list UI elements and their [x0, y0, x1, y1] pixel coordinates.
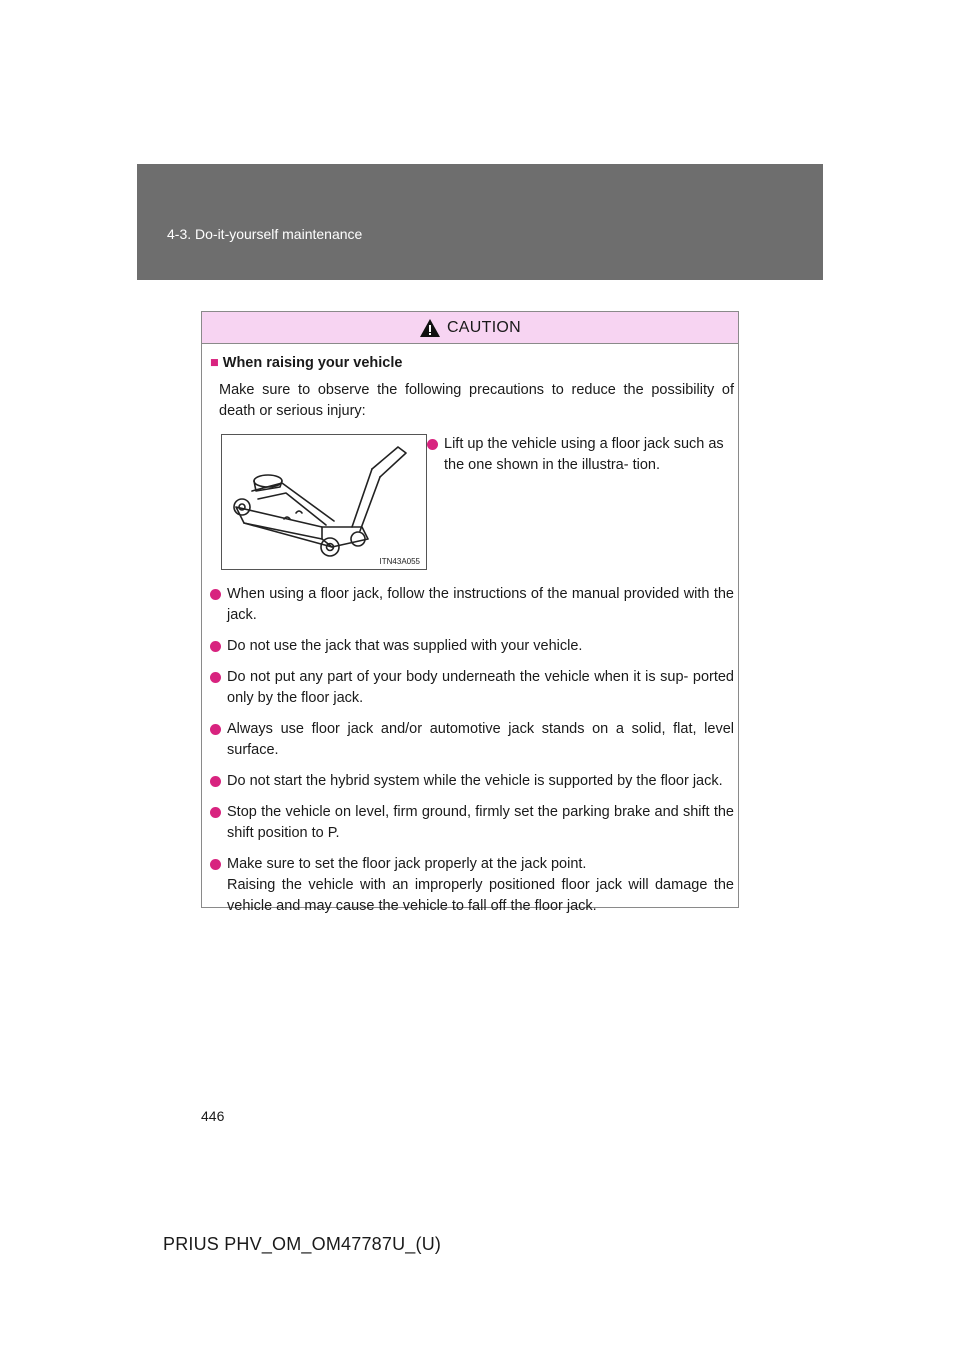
floor-jack-illustration — [221, 434, 427, 570]
header-band — [137, 164, 823, 280]
square-bullet-icon: ■ — [210, 355, 219, 371]
caution-section-title — [210, 355, 402, 371]
caution-header — [202, 312, 738, 344]
caution-title: CAUTION — [446, 318, 522, 336]
figure-code: ITN43A055 — [379, 557, 420, 566]
round-bullet-icon — [210, 807, 221, 818]
caution-bullet-list — [210, 584, 734, 927]
list-item-text: When using a floor jack, follow the instructions of the manual provided with the jack. — [227, 586, 734, 623]
list-item — [210, 854, 734, 917]
list-item-subtext: Raising the vehicle with an improperly positioned floor jack will damage the vehicle and may cause the vehicle to fall off the floor jack. — [227, 877, 734, 914]
list-item-text: Stop the vehicle on level, firm ground, firmly set the parking brake and shift the shift position to P. — [227, 804, 734, 841]
round-bullet-icon — [210, 589, 221, 600]
round-bullet-icon — [427, 439, 438, 450]
side-note — [444, 434, 732, 476]
list-item-text: Always use floor jack and/or automotive jack stands on a solid, flat, level surface. — [227, 721, 734, 758]
caution-section-title-text: When raising your vehicle — [222, 355, 403, 371]
list-item-text: Do not put any part of your body underneath the vehicle when it is sup- ported only by the floor jack. — [227, 669, 734, 706]
list-item — [210, 584, 734, 626]
round-bullet-icon — [210, 641, 221, 652]
caution-box — [201, 311, 739, 914]
document-id: PRIUS PHV_OM_OM47787U_(U) — [163, 1234, 442, 1254]
list-item — [210, 719, 734, 761]
round-bullet-icon — [210, 724, 221, 735]
list-item — [210, 802, 734, 844]
list-item — [210, 636, 734, 657]
section-heading: 4-3. Do-it-yourself maintenance — [167, 226, 363, 242]
list-item — [210, 771, 734, 792]
round-bullet-icon — [210, 859, 221, 870]
page-number: 446 — [201, 1108, 225, 1124]
list-item-text: Do not start the hybrid system while the vehicle is supported by the floor jack. — [227, 773, 723, 789]
caution-intro: Make sure to observe the following precautions to reduce the possibility of death or serious injury: — [219, 382, 734, 419]
round-bullet-icon — [210, 672, 221, 683]
warning-triangle-icon — [419, 318, 441, 338]
list-item-text: Do not use the jack that was supplied with your vehicle. — [227, 638, 583, 654]
list-item-text: Make sure to set the floor jack properly at the jack point. — [227, 856, 587, 872]
floor-jack-icon — [222, 435, 426, 569]
list-item — [210, 667, 734, 709]
round-bullet-icon — [210, 776, 221, 787]
side-note-text: Lift up the vehicle using a floor jack such as the one shown in the illustra- tion. — [444, 436, 724, 473]
